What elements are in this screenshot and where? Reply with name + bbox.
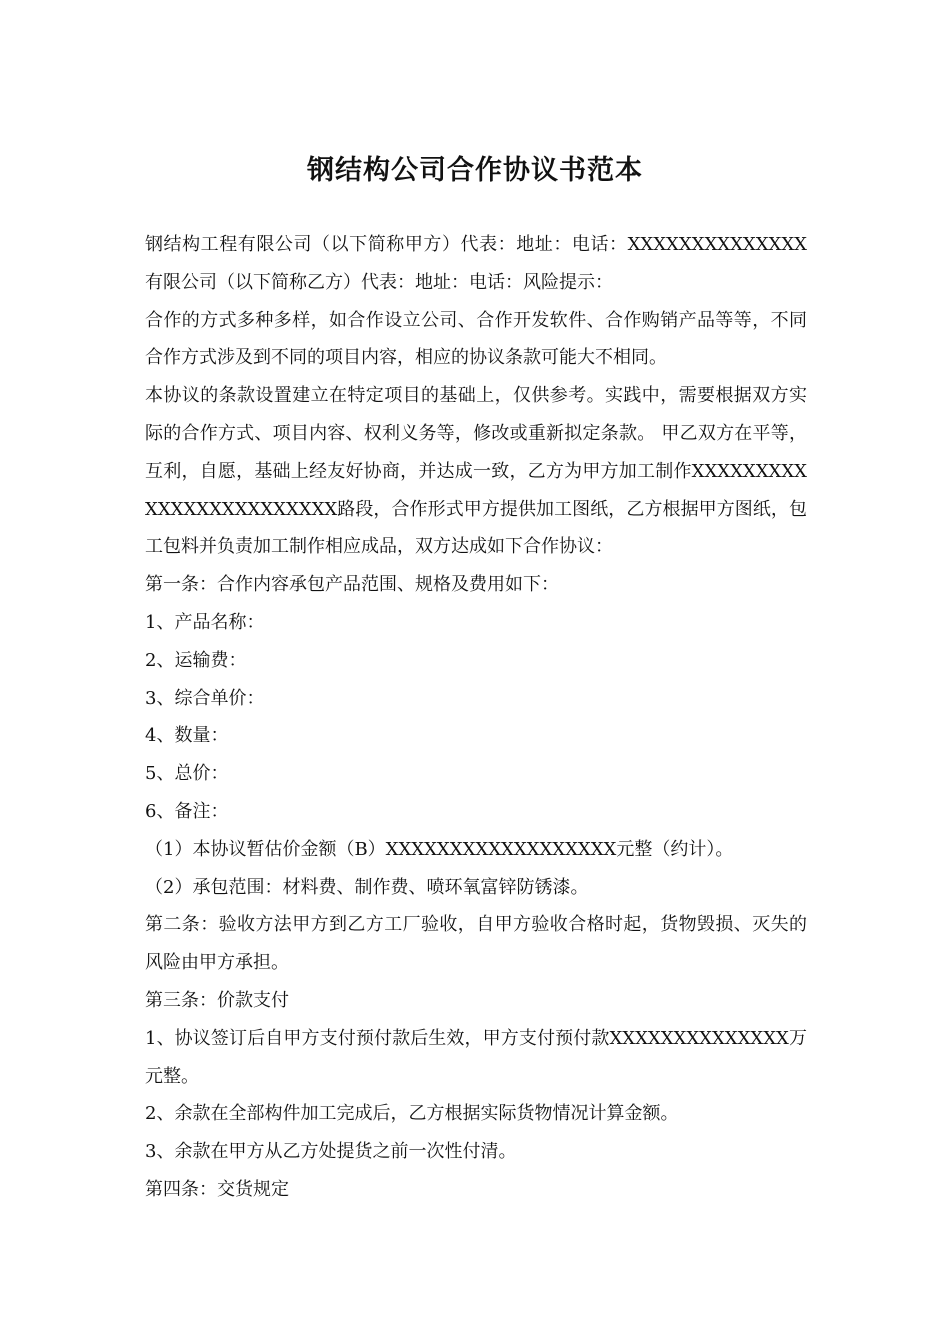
list-item: 3、余款在甲方从乙方处提货之前一次性付清。 — [145, 1141, 517, 1163]
article-3-heading: 第三条：价款支付 — [145, 989, 289, 1011]
list-item: 3、综合单价： — [145, 687, 265, 709]
sub-list-item: （1）本协议暂估价金额（B）XXXXXXXXXXXXXXXXXX元整（约计）。 — [145, 838, 734, 860]
list-item: 1、产品名称： — [145, 611, 265, 633]
list-item: 4、数量： — [145, 725, 229, 747]
list-item: 2、余款在全部构件加工完成后，乙方根据实际货物情况计算金额。 — [145, 1103, 679, 1125]
article-2: 第二条：验收方法甲方到乙方工厂验收，自甲方验收合格时起，货物毁损、灭失的风险由甲方承担。 — [145, 914, 807, 974]
list-item: 1、协议签订后自甲方支付预付款后生效，甲方支付预付款XXXXXXXXXXXXXX万元整。 — [145, 1027, 807, 1087]
article-1-heading: 第一条：合作内容承包产品范围、规格及费用如下： — [145, 574, 559, 596]
paragraph-parties: 钢结构工程有限公司（以下简称甲方）代表：地址：电话：XXXXXXXXXXXXXX有限公司（以下简称乙方）代表：地址：电话：风险提示： — [145, 234, 807, 293]
list-item: 2、运输费： — [145, 649, 247, 671]
paragraph-preamble: 本协议的条款设置建立在特定项目的基础上，仅供参考。实践中，需要根据双方实际的合作方式、项目内容、权利义务等，修改或重新拟定条款。 甲乙双方在平等，互利，自愿，基础上经友好协商，并达成一致，乙方为甲方加工制作XXXXXXXXXXXXXXXXXXXXXXXX路段，合作形式甲方提供加工图纸，乙方根据甲方图纸，包工包料并负责加工制作相应成品，双方达成如下合作协议： — [145, 385, 807, 558]
list-item: 5、总价： — [145, 763, 229, 785]
paragraph-risk-note: 合作的方式多种多样，如合作设立公司、合作开发软件、合作购销产品等等，不同合作方式涉及到不同的项目内容，相应的协议条款可能大不相同。 — [145, 309, 807, 369]
list-item: 6、备注： — [145, 800, 229, 822]
sub-list-item: （2）承包范围：材料费、制作费、喷环氧富锌防锈漆。 — [145, 876, 589, 898]
article-4-heading: 第四条：交货规定 — [145, 1178, 289, 1200]
document-body — [145, 226, 807, 1209]
document-title: 钢结构公司合作协议书范本 — [307, 155, 643, 187]
